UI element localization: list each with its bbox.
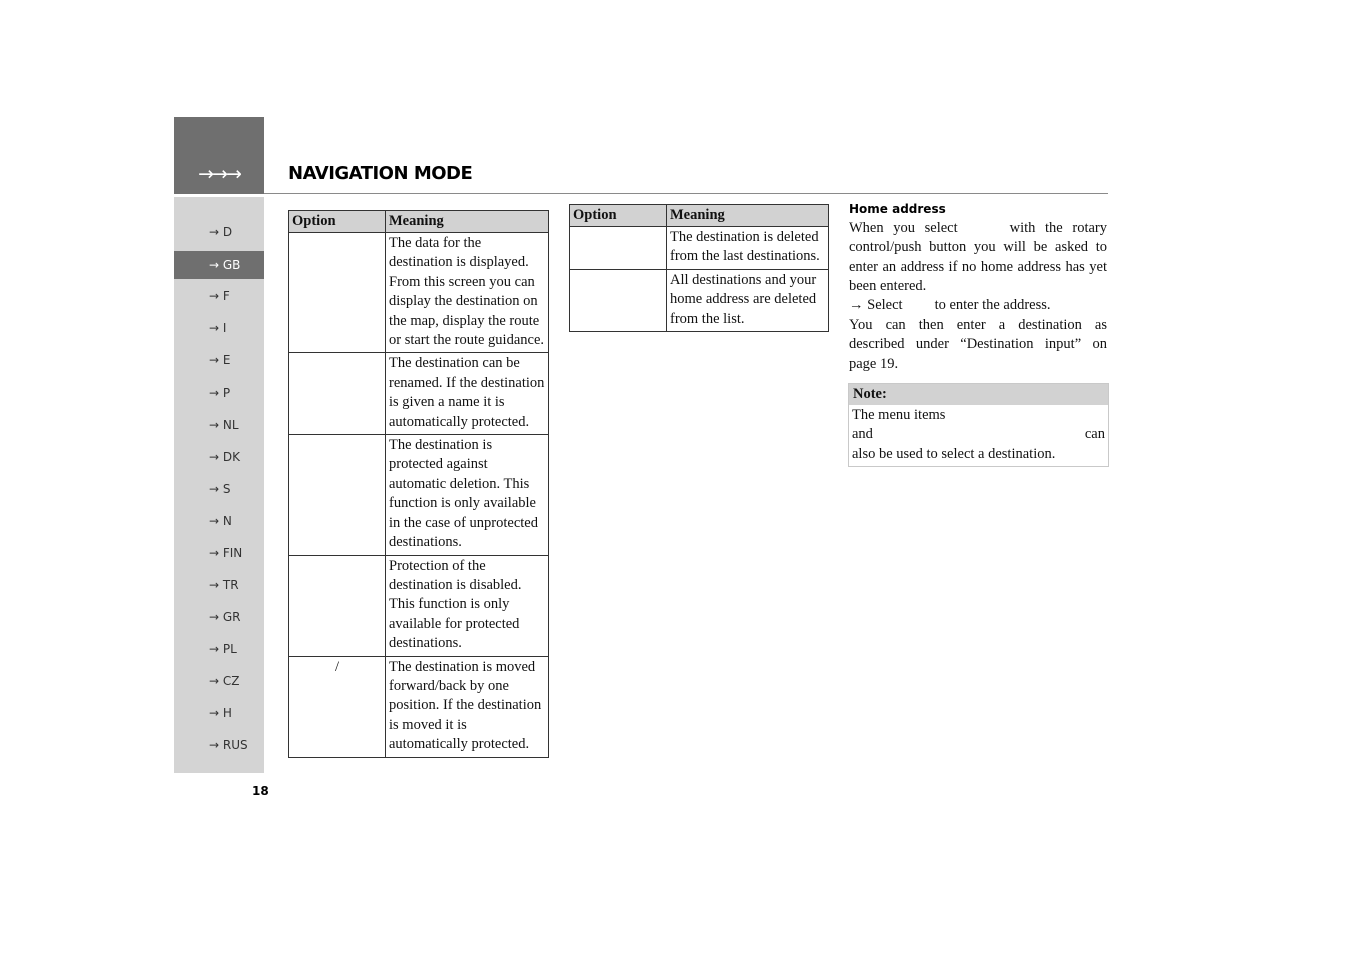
paragraph-text: → Select (849, 297, 903, 313)
table-row (289, 656, 549, 757)
column-header-option: Option (570, 205, 667, 227)
destination-input-paragraph: You can then enter a destination as described under “Destination input” on page 19. (849, 317, 1107, 372)
sidebar-item-rus[interactable] (174, 731, 264, 759)
language-sidebar (174, 197, 264, 773)
sidebar-item-label: → H (209, 706, 232, 720)
column-header-meaning: Meaning (667, 205, 829, 227)
sidebar-item-label: → D (209, 225, 233, 239)
paragraph-text: to enter the address. (934, 297, 1051, 313)
options-table-2 (569, 204, 829, 332)
table-row (289, 555, 549, 656)
option-cell (289, 435, 386, 555)
table-row (289, 233, 549, 353)
sidebar-item-d[interactable] (174, 218, 264, 246)
note-body (849, 405, 1108, 466)
table-row (289, 353, 549, 435)
option-cell (289, 353, 386, 435)
option-cell (289, 555, 386, 656)
note-line (852, 406, 1105, 425)
option-cell (570, 269, 667, 331)
note-text: also be used to select a destination. (852, 445, 1056, 462)
meaning-cell: Protection of the destination is disabled. This function is only available for protected destinations. (386, 555, 549, 656)
sidebar-item-dk[interactable] (174, 443, 264, 471)
table-header-row (289, 211, 549, 233)
paragraph-text: When you select (849, 220, 958, 236)
sidebar-item-gr[interactable] (174, 603, 264, 631)
sidebar-item-gb[interactable] (174, 251, 264, 279)
section-heading-home-address: Home address (849, 202, 946, 216)
note-text: can (1084, 426, 1105, 443)
sidebar-item-label: → PL (209, 642, 237, 656)
sidebar-item-h[interactable] (174, 699, 264, 727)
option-cell (570, 227, 667, 270)
sidebar-item-i[interactable] (174, 314, 264, 342)
meaning-cell: The destination can be renamed. If the destination is given a name it is automatically protected. (386, 353, 549, 435)
options-table-1 (288, 210, 549, 758)
page-title: NAVIGATION MODE (288, 163, 473, 184)
option-cell: / (289, 656, 386, 757)
sidebar-item-e[interactable] (174, 346, 264, 374)
note-line (852, 445, 1105, 464)
note-text: The menu items (852, 407, 946, 423)
sidebar-item-p[interactable] (174, 379, 264, 407)
sidebar-item-label: → RUS (209, 738, 248, 752)
page-number: 18 (252, 784, 269, 798)
home-address-paragraph (849, 219, 1107, 297)
sidebar-item-label: → P (209, 386, 231, 400)
paragraph-text: with the rotary control/push button you will be asked to enter an address if no home address has yet been entered. (849, 220, 1107, 295)
instruction-paragraph (849, 296, 1107, 315)
meaning-cell: The destination is deleted from the last destinations. (667, 227, 829, 270)
sidebar-item-s[interactable] (174, 475, 264, 503)
sidebar-item-label: → TR (209, 578, 239, 592)
sidebar-item-label: → E (209, 353, 231, 367)
meaning-cell: The destination is moved forward/back by one position. If the destination is moved it is automatically protected. (386, 656, 549, 757)
meaning-cell: The data for the destination is displayed. From this screen you can display the destination on the map, display the route or start the route guidance. (386, 233, 549, 353)
table-row (570, 269, 829, 331)
table-row (570, 227, 829, 270)
sidebar-item-label: → I (209, 321, 227, 335)
sidebar-item-cz[interactable] (174, 667, 264, 695)
sidebar-item-fin[interactable] (174, 539, 264, 567)
column-header-option: Option (289, 211, 386, 233)
sidebar-item-label: → NL (209, 418, 239, 432)
note-heading: Note: (849, 384, 1108, 405)
table-header-row (570, 205, 829, 227)
sidebar-item-label: → GR (209, 610, 241, 624)
sidebar-item-label: → S (209, 482, 231, 496)
note-box (848, 383, 1109, 467)
option-cell (289, 233, 386, 353)
note-text: and (852, 426, 873, 443)
note-line (852, 425, 1105, 444)
sidebar-item-label: → GB (209, 258, 241, 272)
table-row (289, 435, 549, 555)
sidebar-item-pl[interactable] (174, 635, 264, 663)
sidebar-item-f[interactable] (174, 282, 264, 310)
sidebar-item-label: → CZ (209, 674, 240, 688)
meaning-cell: All destinations and your home address are deleted from the list. (667, 269, 829, 331)
title-divider (264, 193, 1108, 194)
column-header-meaning: Meaning (386, 211, 549, 233)
sidebar-item-label: → F (209, 289, 230, 303)
sidebar-item-label: → DK (209, 450, 240, 464)
sidebar-item-nl[interactable] (174, 411, 264, 439)
sidebar-item-tr[interactable] (174, 571, 264, 599)
header-arrows-icon: →→→ (198, 163, 240, 185)
meaning-cell: The destination is protected against automatic deletion. This function is only available in the case of unprotected destinations. (386, 435, 549, 555)
sidebar-item-label: → FIN (209, 546, 243, 560)
sidebar-item-n[interactable] (174, 507, 264, 535)
header-block (174, 117, 264, 194)
sidebar-item-label: → N (209, 514, 232, 528)
